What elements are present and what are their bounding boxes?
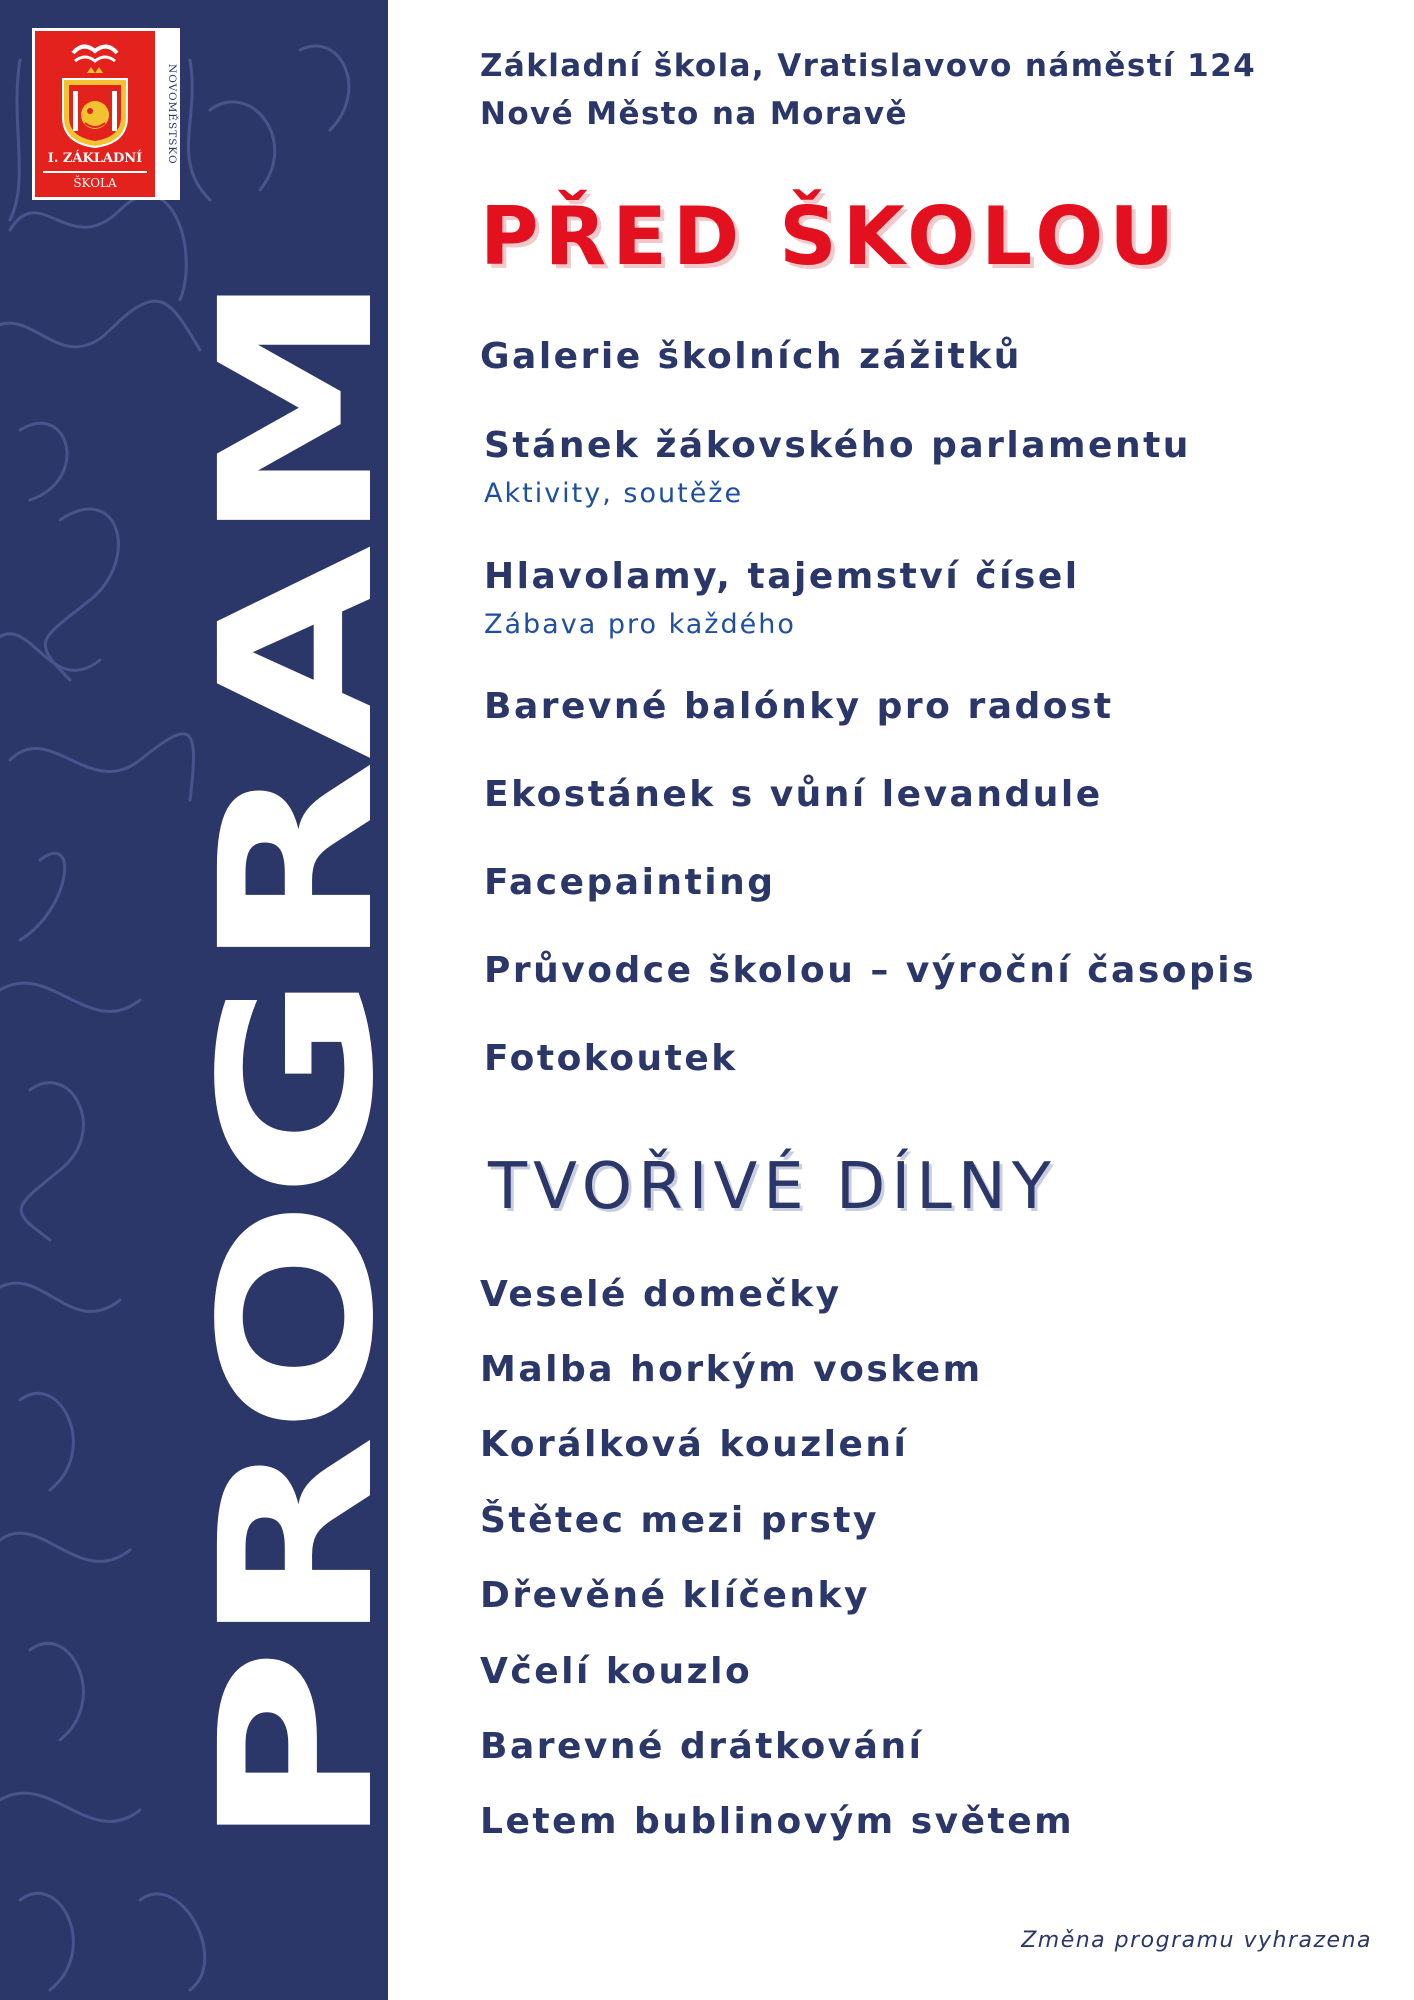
list-item: Barevné balónky pro radost (484, 686, 1114, 727)
workshop-item: Barevné drátkování (480, 1726, 924, 1767)
address-line2: Nové Město na Moravě (480, 96, 908, 132)
list-item: Galerie školních zážitků (480, 336, 1022, 377)
footer-note: Změna programu vyhrazena (1021, 1928, 1372, 1953)
crest-emblem-icon (55, 39, 135, 149)
school-logo (32, 28, 180, 200)
logo-text-line1: I. ZÁKLADNÍ (47, 151, 143, 166)
workshop-item: Malba horkým voskem (480, 1349, 983, 1390)
workshop-item: Včelí kouzlo (480, 1651, 753, 1692)
logo-divider (43, 171, 147, 173)
list-item: Facepainting (484, 862, 776, 903)
section-title-pred-skolou: PŘED ŠKOLOU (480, 190, 1181, 283)
program-vertical-title (0, 0, 420, 2000)
list-item: Ekostánek s vůní levandule (484, 774, 1103, 815)
list-item-subtitle: Aktivity, soutěže (484, 478, 744, 509)
logo-red-panel (35, 31, 155, 197)
section-title-tvorive-dilny: TVOŘIVÉ DÍLNY (488, 1150, 1057, 1224)
logo-vertical-text: NOVOMĚSTSKO (166, 63, 178, 165)
list-item: Fotokoutek (484, 1038, 738, 1079)
workshop-item: Veselé domečky (480, 1274, 842, 1315)
workshop-item: Letem bublinovým světem (480, 1801, 1075, 1842)
list-item: Hlavolamy, tajemství čísel (484, 556, 1080, 597)
list-item: Stánek žákovského parlamentu (484, 425, 1191, 466)
program-word-text: PROGRAM (175, 650, 420, 1850)
list-item: Průvodce školou – výroční časopis (484, 950, 1257, 991)
sidebar-panel (0, 0, 420, 2000)
logo-text-line2: ŠKOLA (73, 176, 117, 190)
address-line1: Základní škola, Vratislavovo náměstí 124 (480, 48, 1257, 84)
workshop-item: Štětec mezi prsty (480, 1500, 879, 1541)
workshop-item: Dřevěné klíčenky (480, 1575, 870, 1616)
workshop-item: Korálková kouzlení (480, 1424, 909, 1465)
list-item-subtitle: Zábava pro každého (484, 609, 796, 640)
